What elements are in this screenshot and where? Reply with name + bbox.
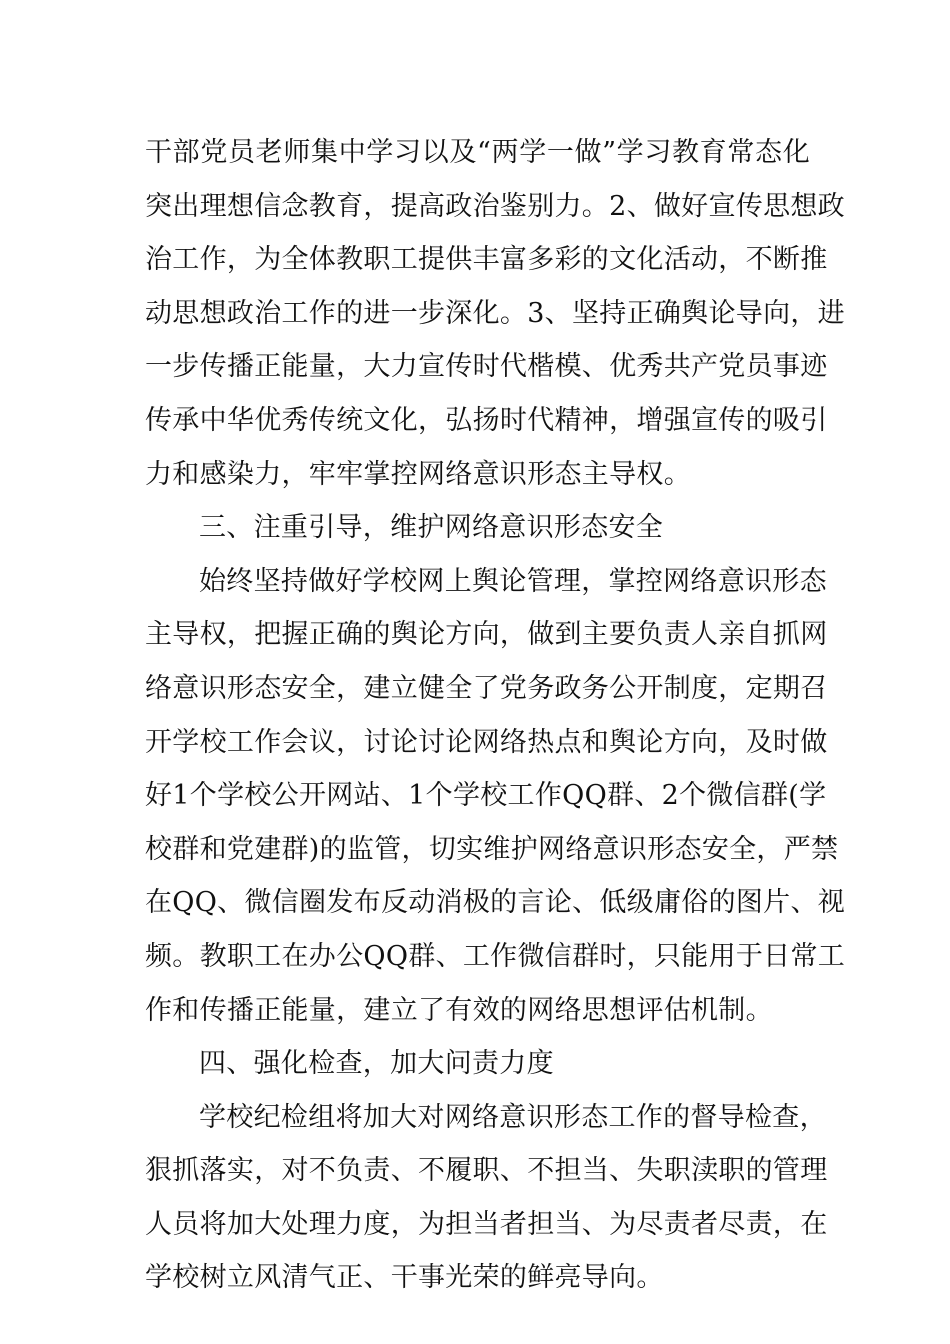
- body-text-line: 始终坚持做好学校网上舆论管理，掌控网络意识形态: [199, 565, 827, 597]
- body-text-line: 络意识形态安全，建立健全了党务政务公开制度，定期召: [145, 672, 828, 704]
- body-text-line: 力和感染力，牢牢掌控网络意识形态主导权。: [145, 458, 691, 490]
- body-text-line: 校群和党建群)的监管，切实维护网络意识形态安全，严禁: [145, 833, 839, 865]
- section-heading: 三、注重引导，维护网络意识形态安全: [199, 512, 664, 544]
- body-text-line: 人员将加大处理力度，为担当者担当、为尽责者尽责，在: [145, 1208, 828, 1240]
- body-text-line: 频。教职工在办公QQ群、工作微信群时，只能用于日常工: [145, 940, 846, 972]
- body-text-line: 传承中华优秀传统文化，弘扬时代精神，增强宣传的吸引: [145, 404, 828, 436]
- body-text-line: 干部党员老师集中学习以及“两学一做”学习教育常态化: [145, 137, 810, 168]
- body-text-line: 狠抓落实，对不负责、不履职、不担当、失职渎职的管理: [145, 1155, 828, 1187]
- body-text-line: 作和传播正能量，建立了有效的网络思想评估机制。: [145, 994, 773, 1026]
- body-text-line: 好1个学校公开网站、1个学校工作QQ群、2个微信群(学: [145, 780, 827, 812]
- body-text-line: 学校纪检组将加大对网络意识形态工作的督导检查，: [199, 1101, 827, 1133]
- section-heading: 四、强化检查，加大问责力度: [199, 1048, 554, 1080]
- body-text-line: 开学校工作会议，讨论讨论网络热点和舆论方向，及时做: [145, 726, 828, 758]
- document-body: [145, 126, 846, 1305]
- body-text-line: 突出理想信念教育，提高政治鉴别力。2、做好宣传思想政: [145, 190, 845, 222]
- body-text-line: 动思想政治工作的进一步深化。3、坚持正确舆论导向，进: [145, 297, 845, 329]
- body-text-line: 治工作，为全体教职工提供丰富多彩的文化活动，不断推: [145, 244, 828, 276]
- body-text-line: 一步传播正能量，大力宣传时代楷模、优秀共产党员事迹: [145, 351, 828, 383]
- body-text-line: 主导权，把握正确的舆论方向，做到主要负责人亲自抓网: [145, 619, 828, 651]
- body-text-line: 学校树立风清气正、干事光荣的鲜亮导向。: [145, 1262, 664, 1294]
- body-text-line: 在QQ、微信圈发布反动消极的言论、低级庸俗的图片、视: [145, 887, 846, 919]
